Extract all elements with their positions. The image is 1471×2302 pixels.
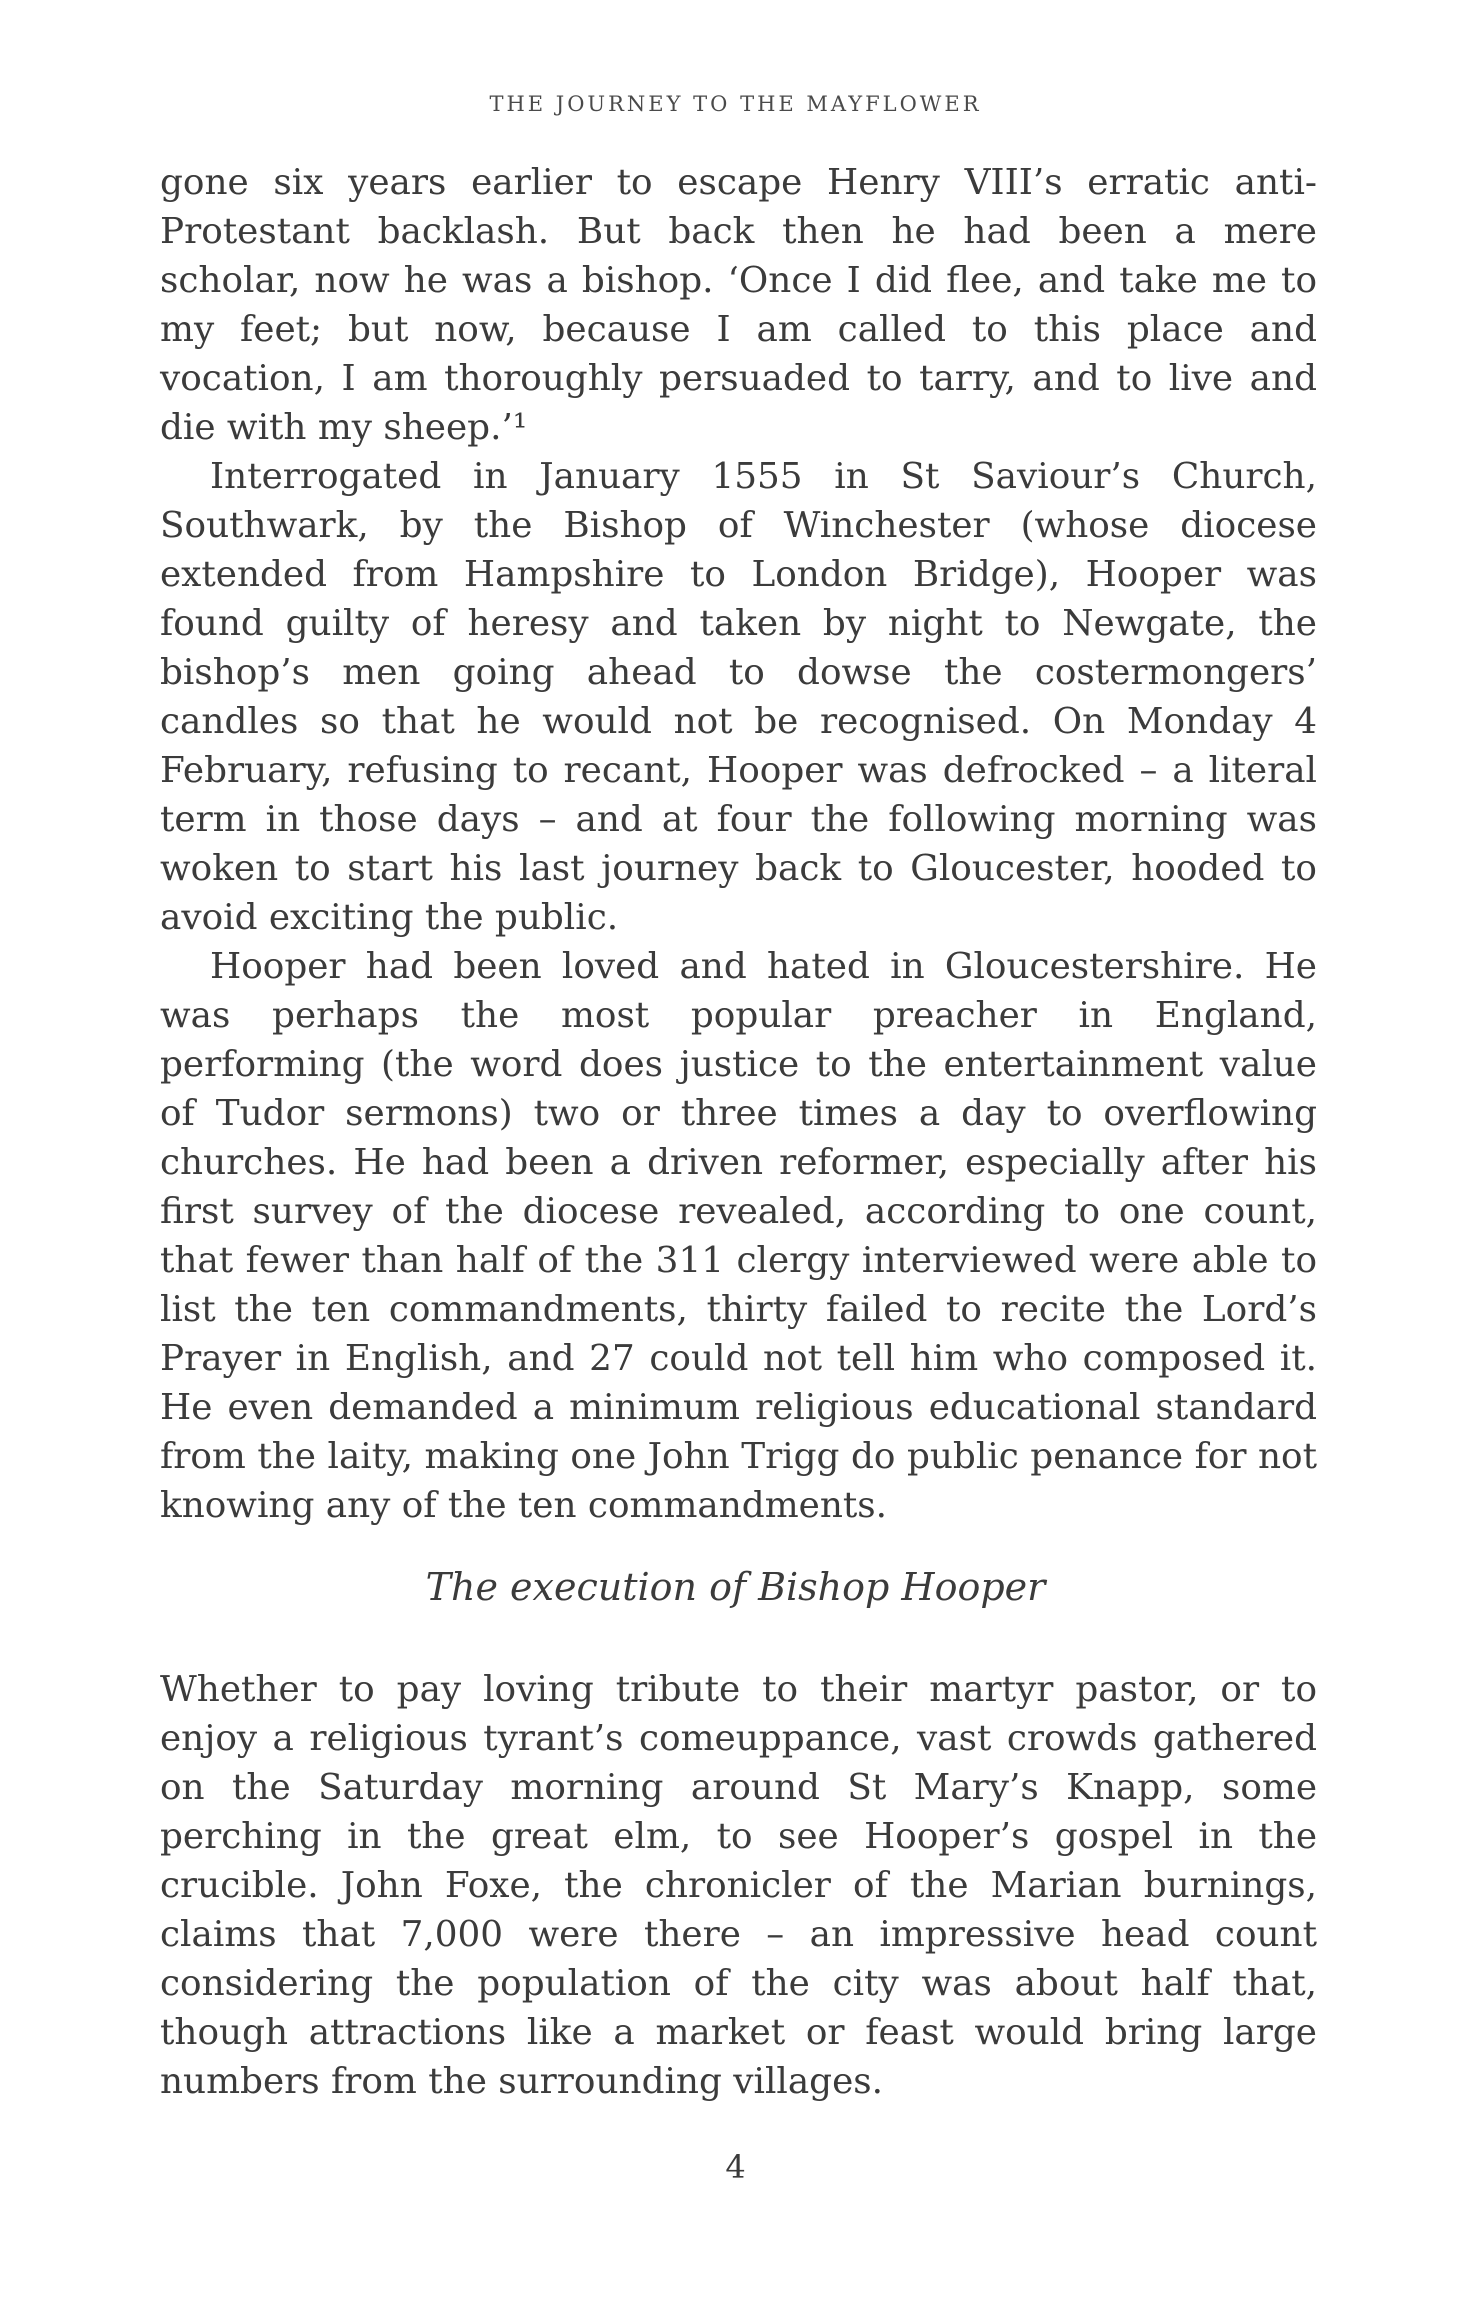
paragraph-hooper-loved-hated: Hooper had been loved and hated in Gloucestershire. He was perhaps the most popular preacher in England, performing (the word does justice to the entertainment value of Tudor sermons) two or three times a day to overflowing churches. He had been a driven reformer, especially after his first survey of the diocese revealed, according to one count, that fewer than half of the 311 clergy interviewed were able to list the ten commandments, thirty failed to recite the Lord’s Prayer in English, and 27 could not tell him who composed it. He even demanded a minimum religious educational standard from the laity, making one John Trigg do public penance for not knowing any of the ten commandments. [160,946,1317,1526]
page-number: 4 [725,2148,746,2186]
paragraph-interrogation: Interrogated in January 1555 in St Saviour’s Church, Southwark, by the Bishop of Winchester (whose diocese extended from Hampshire to London Bridge), Hooper was found guilty of heresy and taken by night to Newgate, the bishop’s men going ahead to dowse the costermongers’ candles so that he would not be recognised. On Monday 4 February, refusing to recant, Hooper was defrocked – a literal term in those days – and at four the following morning was woken to start his last journey back to Gloucester, hooded to avoid exciting the public. [160,456,1317,938]
body-text-lower [160,1665,1317,2106]
section-heading: The execution of Bishop Hooper [425,1565,1046,1609]
paragraph-execution-crowds: Whether to pay loving tribute to their martyr pastor, or to enjoy a religious tyrant’s comeuppance, vast crowds gathered on the Saturday morning around St Mary’s Knapp, some perching in the great elm, to see Hooper’s gospel in the crucible. John Foxe, the chronicler of the Marian burnings, claims that 7,000 were there – an impressive head count considering the population of the city was about half that, though attractions like a market or feast would bring large numbers from the surrounding villages. [160,1669,1317,2102]
paragraph-continued: gone six years earlier to escape Henry VIII’s erratic anti-Protestant backlash. But back then he had been a mere scholar, now he was a bishop. ‘Once I did flee, and take me to my feet; but now, because I am called to this place and vocation, I am thoroughly persuaded to tarry, and to live and die with my sheep.’¹ [160,162,1317,448]
running-head: THE JOURNEY TO THE MAYFLOWER [489,92,982,116]
body-text-upper [160,158,1317,1530]
